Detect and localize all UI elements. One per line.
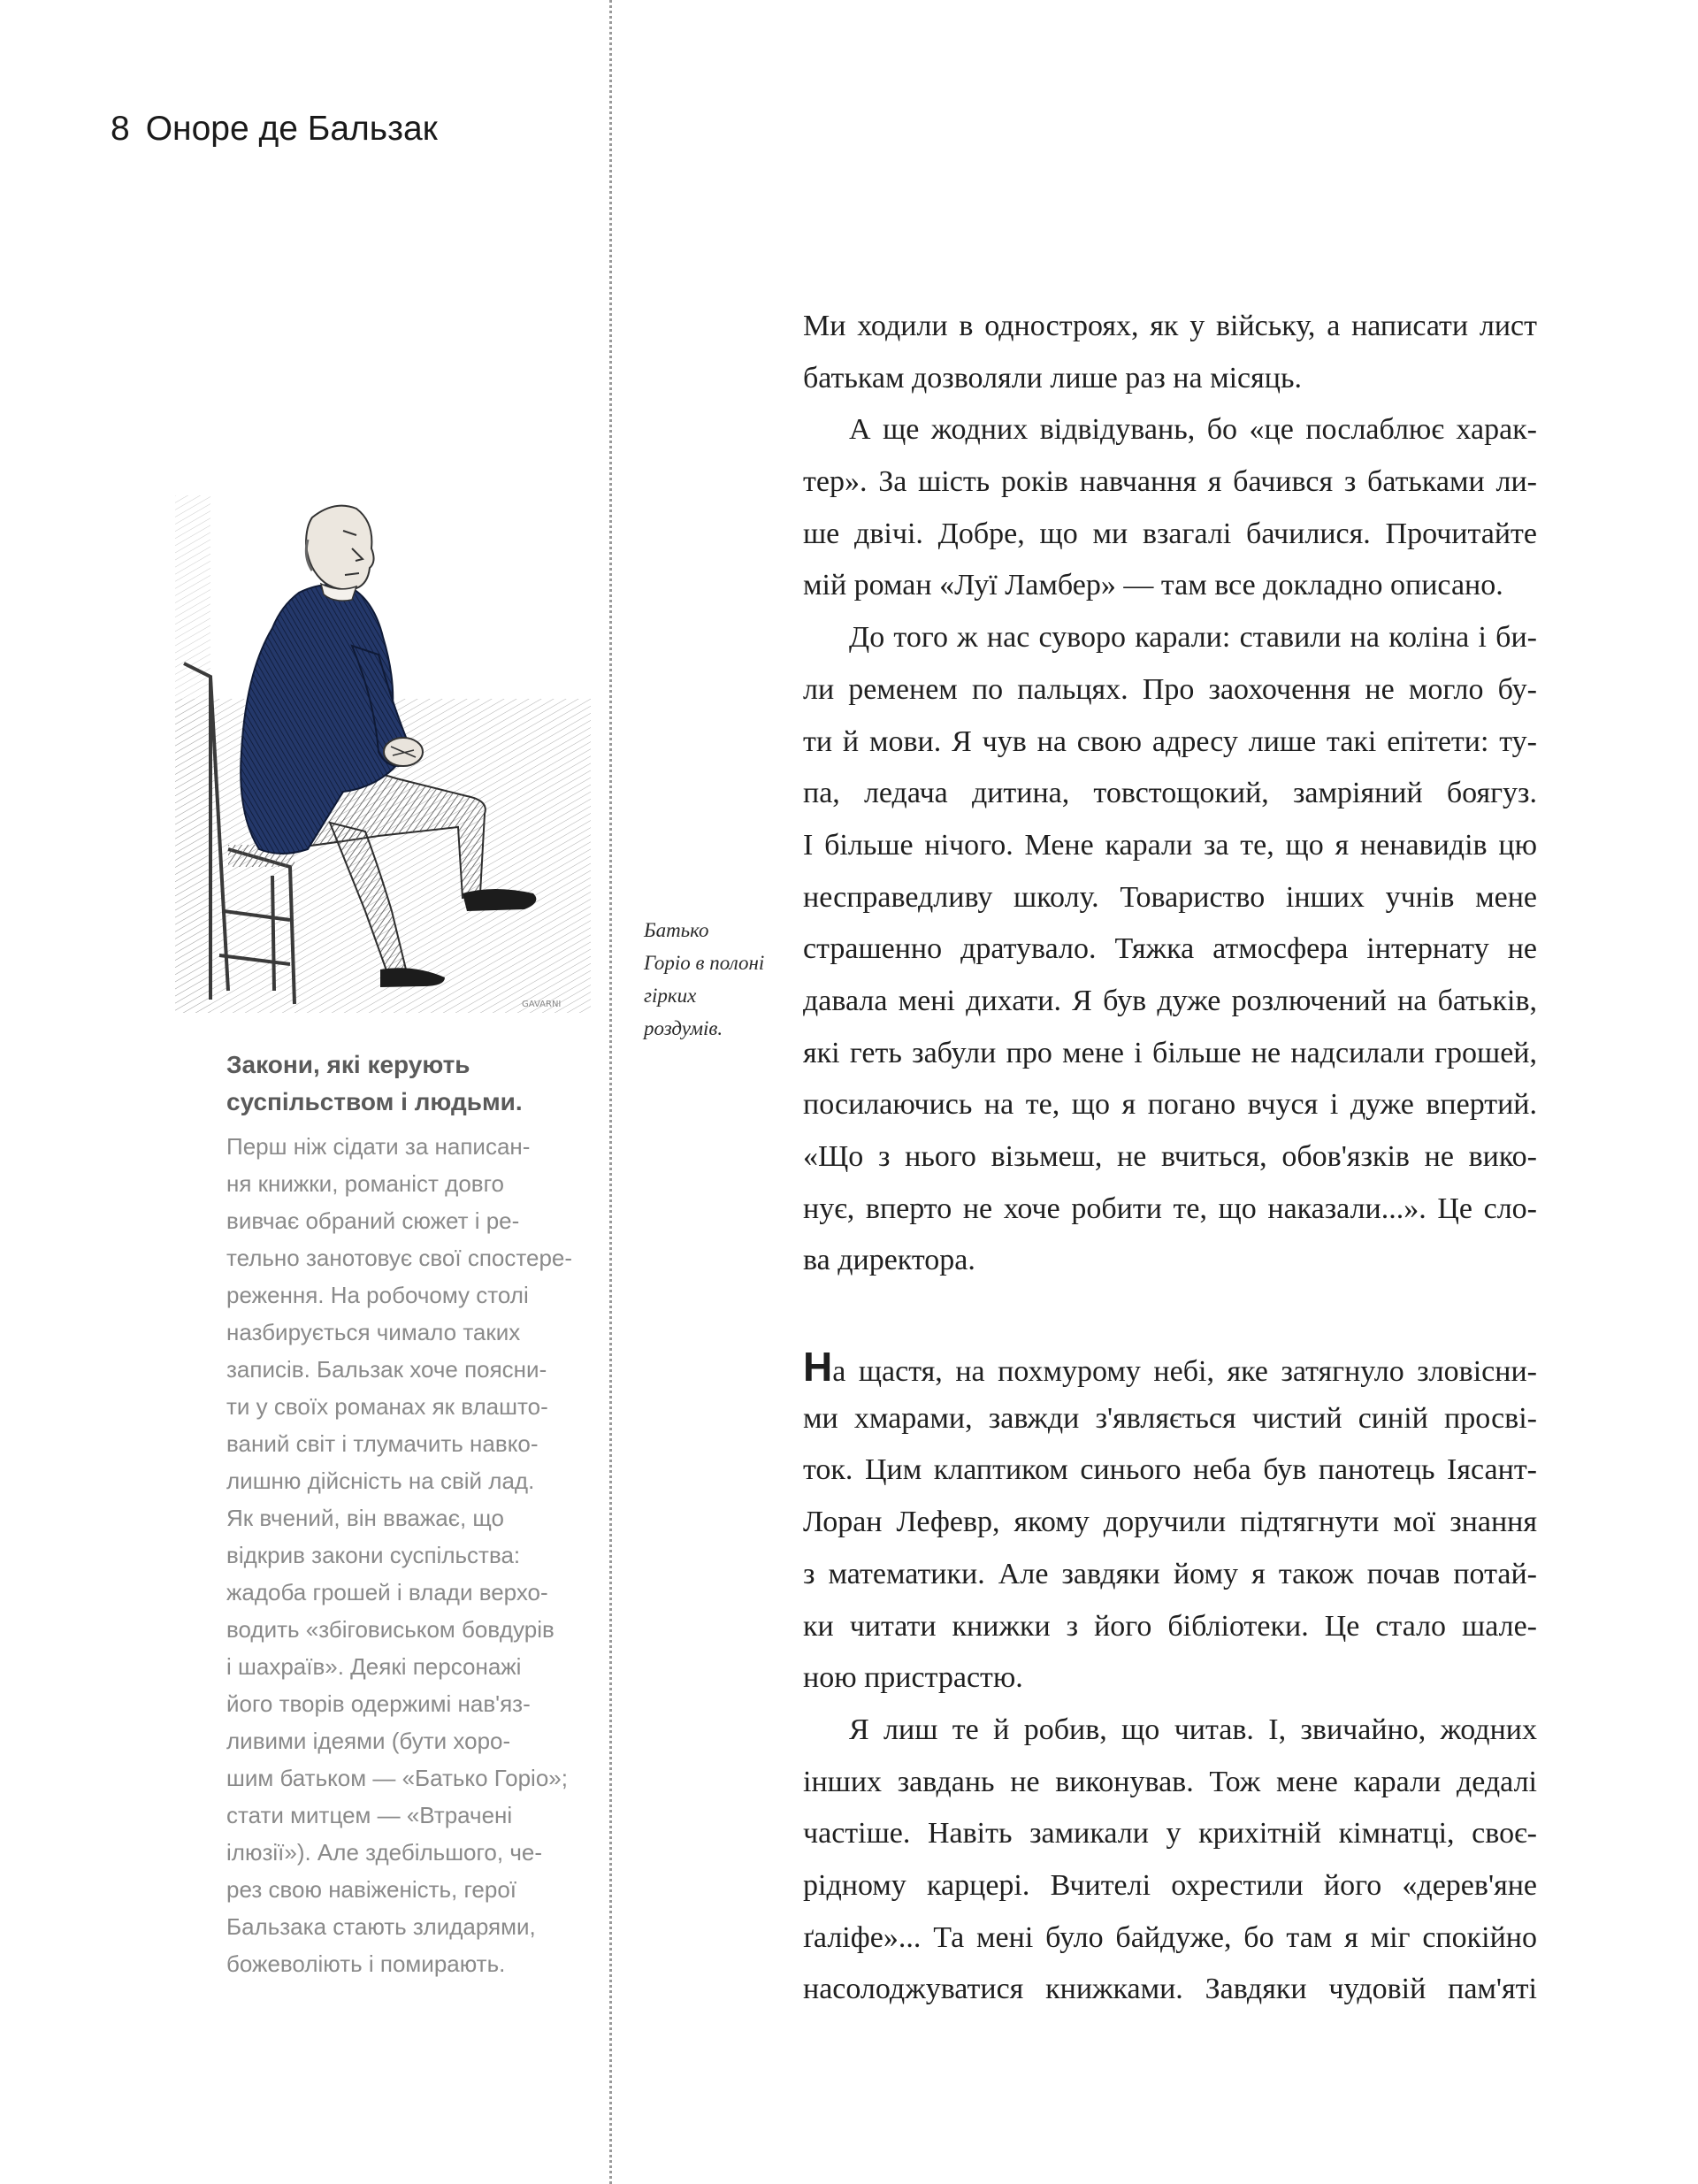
text-line: з математики. Але завдяки йому я також почав потай- — [803, 1557, 1537, 1590]
page-number: 8 — [111, 110, 130, 148]
text-line: насолоджуватися книжками. Завдяки чудовій пам'яті — [803, 1973, 1537, 2006]
caption-line: Горіо в полоні — [644, 952, 765, 974]
sidebar-line: відкрив закони суспільства: — [226, 1542, 521, 1568]
text-line: страшенно дратувало. Тяжка атмосфера інтернату не — [803, 932, 1537, 966]
text-line: ва директора. — [803, 1244, 975, 1277]
sidebar-line: жадоба грошей і влади верхо- — [226, 1579, 548, 1605]
sidebar-line: його творів одержимі нав'яз- — [226, 1690, 531, 1717]
text-line: ли ременем по пальцях. Про заохочення не могло бу- — [803, 672, 1537, 706]
caption-line: роздумів. — [644, 1017, 723, 1039]
sidebar-line: рез свою навіженість, герої — [226, 1876, 517, 1903]
text-line: Ми ходили в одностроях, як у війську, а написати лист — [803, 310, 1537, 342]
text-line: Лоран Лефевр, якому доручили підтягнути мої знання — [803, 1506, 1537, 1539]
sidebar-body — [226, 1128, 589, 1982]
sidebar-title-line: Закони, які керують — [226, 1051, 470, 1078]
text-line: рідному карцері. Вчителі охрестили його «дерев'яне — [803, 1868, 1537, 1902]
text-line: які геть забули про мене і більше не надсилали грошей, — [803, 1036, 1537, 1069]
sidebar-line: ваний світ і тлумачить навко- — [226, 1430, 539, 1457]
illustration-caption — [644, 914, 776, 1045]
text-line: нує, вперто не хоче робити те, що наказали...». Це сло- — [803, 1192, 1537, 1225]
text-line: Я лиш те й робив, що читав. І, звичайно, жодних — [849, 1713, 1537, 1746]
sidebar-line: Бальзака стають злидарями, — [226, 1913, 536, 1940]
text-line: давала мені дихати. Я був дуже розлючений на батьків, — [803, 984, 1537, 1017]
sidebar-line: божеволіють і помирають. — [226, 1950, 506, 1977]
sidebar-line: записів. Бальзак хоче поясни- — [226, 1356, 547, 1383]
sidebar-line: назбирується чимало таких — [226, 1319, 521, 1345]
running-header — [111, 110, 438, 149]
sidebar-line: лишню дійсність на свій лад. — [226, 1467, 535, 1494]
sidebar-title — [226, 1046, 589, 1121]
sidebar-line: Перш ніж сідати за написан- — [226, 1133, 531, 1160]
text-line: ми хмарами, завжди з'являється чистий синій просві- — [803, 1401, 1537, 1435]
text-line-rest: а щастя, на похмурому небі, яке затягнуло зловісни- — [832, 1355, 1537, 1389]
text-line-dropcap — [803, 1341, 1537, 1393]
sidebar-line: Як вчений, він вважає, що — [226, 1505, 504, 1531]
svg-text:GAVARNI: GAVARNI — [522, 1000, 562, 1009]
section-gap — [803, 1287, 1537, 1341]
text-line: «Що з нього візьмеш, не вчиться, обов'язків не вико- — [803, 1140, 1537, 1173]
text-line: ки читати книжки з його бібліотеки. Це стало шале- — [803, 1609, 1537, 1643]
text-line: інших завдань не виконував. Тож мене карали дедалі — [803, 1765, 1537, 1798]
text-line: несправедливу школу. Товариство інших учнів мене — [803, 880, 1537, 914]
text-line: частіше. Навіть замикали у крихітній кімнатці, своє- — [803, 1817, 1537, 1851]
sidebar-line: ілюзії»). Але здебільшого, че- — [226, 1839, 543, 1866]
sidebar-note — [226, 1046, 589, 1982]
sidebar-line: вивчає обраний сюжет і ре- — [226, 1207, 520, 1234]
text-line: батькам дозволяли лише раз на місяць. — [803, 361, 1302, 395]
sidebar-line: стати митцем — «Втрачені — [226, 1802, 513, 1828]
sidebar-line: і шахраїв». Деякі персонажі — [226, 1653, 522, 1680]
text-line: ток. Цим клаптиком синього неба був панотець Іясант- — [803, 1453, 1537, 1487]
text-line: па, ледача дитина, товстощокий, замріяний боягуз. — [803, 777, 1537, 810]
engraving-illustration — [175, 495, 591, 1013]
column-divider — [609, 0, 612, 2184]
text-line: А ще жодних відвідувань, бо «це послаблює харак- — [849, 413, 1537, 447]
sidebar-line: реження. На робочому столі — [226, 1282, 529, 1308]
text-line: До того ж нас суворо карали: ставили на коліна і би- — [849, 621, 1537, 655]
sidebar-line: ливими ідеями (бути хоро- — [226, 1728, 511, 1754]
sidebar-line: ти у своїх романах як влашто- — [226, 1393, 548, 1420]
sidebar-title-line: суспільством і людьми. — [226, 1088, 523, 1115]
sidebar-line: тельно занотовує свої спостере- — [226, 1245, 573, 1271]
text-line: мій роман «Луї Ламбер» — там все докладно описано. — [803, 569, 1503, 602]
sidebar-line: ня книжки, романіст довго — [226, 1170, 504, 1197]
sidebar-line: шим батьком — «Батько Горіо»; — [226, 1765, 568, 1791]
drop-cap: Н — [803, 1344, 833, 1391]
text-line: ґаліфе»... Та мені було байдуже, бо там я міг спокійно — [803, 1920, 1537, 1954]
text-line: ше двічі. Добре, що ми взагалі бачилися. Прочитайте — [803, 517, 1537, 550]
text-line: І більше нічого. Мене карали за те, що я ненавидів цю — [803, 828, 1537, 862]
book-title: Оноре де Бальзак — [145, 110, 438, 148]
caption-line: гірких — [644, 985, 697, 1007]
caption-line: Батько — [644, 919, 709, 941]
text-line: посилаючись на те, що я погано вчуся і дуже впертий. — [803, 1088, 1537, 1122]
text-line: тер». За шість років навчання я бачився з батьками ли- — [803, 465, 1537, 499]
sidebar-line: водить «збіговиськом бовдурів — [226, 1616, 555, 1643]
text-line: ною пристрастю. — [803, 1661, 1023, 1695]
text-line: ти й мови. Я чув на свою адресу лише такі епітети: ту- — [803, 724, 1537, 758]
main-text — [803, 301, 1537, 2016]
